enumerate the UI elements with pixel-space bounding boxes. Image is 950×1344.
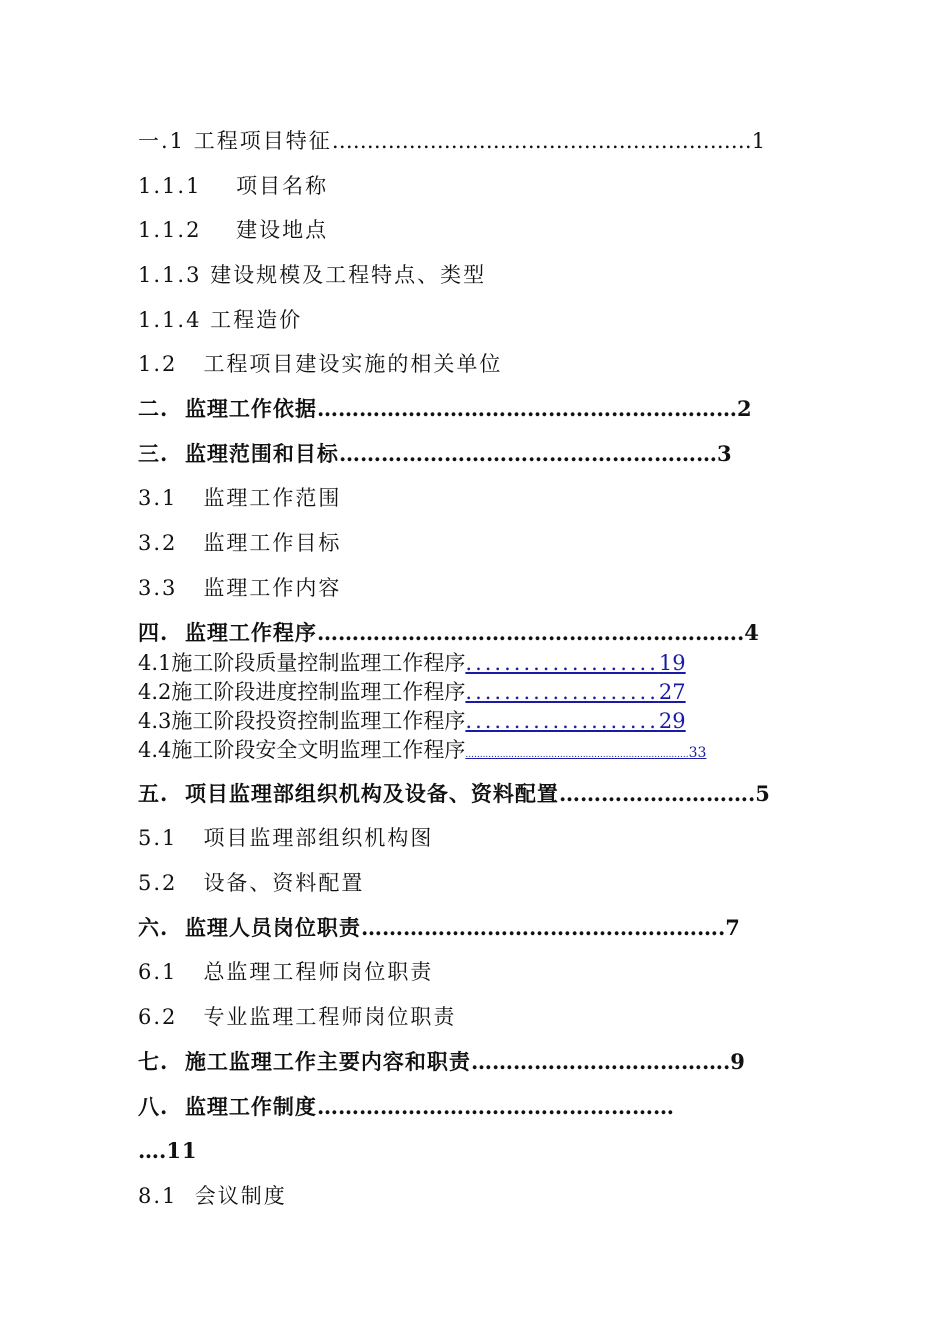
toc-entry-3-2 <box>138 530 341 556</box>
toc-entry-1-1-1 <box>138 173 328 199</box>
toc-entry-3-3 <box>138 575 341 601</box>
toc-dots: ……………………………………………………. <box>316 620 745 645</box>
toc-num: 四. <box>138 620 169 645</box>
toc-num: 3.2 <box>138 531 178 555</box>
toc-num: 一.1 <box>138 129 186 153</box>
toc-text: 工程项目建设实施的相关单位 <box>203 352 503 376</box>
toc-entry-5-2 <box>138 870 364 896</box>
toc-num: 5.1 <box>138 826 178 850</box>
toc-entry-4-1[interactable] <box>138 650 686 676</box>
toc-page-num: 9 <box>730 1049 746 1074</box>
toc-text: 建设规模及工程特点、类型 <box>210 263 487 287</box>
toc-entry-4-4[interactable] <box>138 737 706 768</box>
toc-text: 会议制度 <box>194 1184 287 1208</box>
toc-link-dots[interactable]: .................... <box>465 680 659 704</box>
toc-dots: …. <box>138 1138 167 1163</box>
toc-num: 4.3 <box>138 709 172 733</box>
toc-dots: …………………………………………………… <box>331 129 752 153</box>
toc-page-num: 11 <box>166 1138 198 1163</box>
toc-entry-1-2 <box>138 351 502 377</box>
toc-num: 4.2 <box>138 680 172 704</box>
toc-entry-6-2 <box>138 1004 456 1030</box>
toc-text: 监理工作依据 <box>184 396 317 421</box>
toc-entry-1-1-4 <box>138 307 302 333</box>
toc-text: 监理工作制度 <box>184 1094 317 1119</box>
toc-num: 1.1.3 <box>138 263 202 287</box>
toc-page-num: 4 <box>744 620 760 645</box>
toc-page-num: 2 <box>736 396 753 421</box>
toc-text: 建设地点 <box>236 218 329 242</box>
toc-entry-1-1-3 <box>138 262 486 288</box>
toc-text: 总监理工程师岗位职责 <box>203 960 434 984</box>
toc-entry-5-1 <box>138 825 433 851</box>
toc-num: 二. <box>138 396 169 421</box>
toc-text: 项目监理部组织机构及设备、资料配置 <box>184 781 559 806</box>
toc-link-dots[interactable]: .............................................................................. <box>465 750 689 760</box>
toc-text: 项目监理部组织机构图 <box>203 826 434 850</box>
toc-text: 施工阶段质量控制监理工作程序 <box>171 651 466 675</box>
toc-entry-1-1-2 <box>138 217 328 243</box>
toc-text: 工程项目特征 <box>193 129 332 153</box>
toc-link-page-num[interactable]: 29 <box>658 709 686 733</box>
toc-num: 1.2 <box>138 352 178 376</box>
toc-entry-8-continued <box>138 1138 198 1164</box>
toc-link-dots[interactable]: .................... <box>465 651 659 675</box>
toc-num: 4.4 <box>138 738 172 762</box>
toc-num: 三. <box>138 441 169 466</box>
toc-link-page-num[interactable]: 27 <box>658 680 686 704</box>
toc-num: 七. <box>138 1049 169 1074</box>
toc-text: 监理人员岗位职责 <box>184 915 361 940</box>
toc-entry-4-2[interactable] <box>138 679 686 705</box>
toc-text: 工程造价 <box>210 308 303 332</box>
toc-text: 监理工作程序 <box>184 620 317 645</box>
toc-text: 专业监理工程师岗位职责 <box>203 1005 457 1029</box>
toc-entry-8-1 <box>138 1183 287 1209</box>
toc-num: 1.1.1 <box>138 174 202 198</box>
toc-dots: ……………………………………………. <box>360 915 726 940</box>
toc-entry-4-3[interactable] <box>138 708 686 734</box>
toc-entry-5 <box>138 781 771 807</box>
toc-text: 施工监理工作主要内容和职责 <box>184 1049 471 1074</box>
toc-text: 设备、资料配置 <box>203 871 365 895</box>
toc-page-num: 5 <box>755 781 771 806</box>
toc-num: 3.1 <box>138 486 178 510</box>
toc-link-page-num[interactable]: 19 <box>658 651 686 675</box>
toc-num: 3.3 <box>138 576 178 600</box>
toc-num: 4.1 <box>138 651 172 675</box>
toc-entry-8 <box>138 1094 674 1120</box>
toc-page-num: 3 <box>716 441 733 466</box>
toc-entry-7 <box>138 1049 746 1075</box>
toc-entry-3 <box>138 441 733 467</box>
toc-num: 8.1 <box>138 1184 178 1208</box>
toc-page-num: 7 <box>725 915 741 940</box>
toc-num: 六. <box>138 915 169 940</box>
toc-entry-3-1 <box>138 485 341 511</box>
toc-text: 监理范围和目标 <box>184 441 339 466</box>
toc-text: 监理工作范围 <box>203 486 342 510</box>
toc-num: 八. <box>138 1094 169 1119</box>
toc-page-num: 1 <box>751 129 768 153</box>
toc-text: 施工阶段进度控制监理工作程序 <box>171 680 466 704</box>
toc-num: 1.1.2 <box>138 218 202 242</box>
toc-entry-6-1 <box>138 959 433 985</box>
toc-text: 项目名称 <box>236 174 329 198</box>
toc-num: 1.1.4 <box>138 308 202 332</box>
toc-dots: ………………………………. <box>470 1049 731 1074</box>
toc-entry-4 <box>138 620 760 646</box>
toc-dots: ……………………………………………… <box>338 441 717 466</box>
toc-num: 6.2 <box>138 1005 178 1029</box>
toc-text: 施工阶段安全文明监理工作程序 <box>171 738 466 762</box>
toc-entry-1 <box>138 128 767 154</box>
toc-text: 监理工作目标 <box>203 531 342 555</box>
toc-dots: …………………………………………… <box>316 1094 674 1119</box>
toc-num: 6.1 <box>138 960 178 984</box>
toc-link-dots[interactable]: .................... <box>465 709 659 733</box>
toc-entry-2 <box>138 396 753 422</box>
toc-link-page-num[interactable]: 33 <box>688 745 707 761</box>
toc-text: 监理工作内容 <box>203 576 342 600</box>
toc-num: 5.2 <box>138 871 178 895</box>
toc-text: 施工阶段投资控制监理工作程序 <box>171 709 466 733</box>
toc-num: 五. <box>138 781 169 806</box>
toc-entry-6 <box>138 915 741 941</box>
toc-dots: …………………………………………………… <box>316 396 737 421</box>
toc-dots: ………………………. <box>558 781 756 806</box>
